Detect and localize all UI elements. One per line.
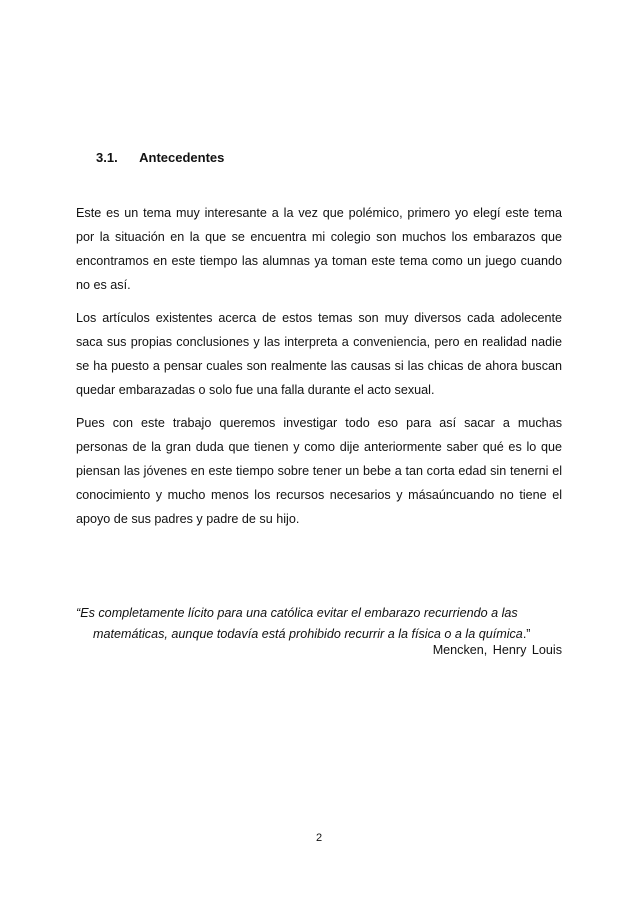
- paragraph-1: Este es un tema muy interesante a la vez que polémico, primero yo elegí este tema por la situación en la que se encuentra mi colegio son muchos los embarazos que encontramos en este tiempo las alumnas ya toman este tema como un juego cuando no es así.: [76, 206, 562, 292]
- paragraph-3: Pues con este trabajo queremos investigar todo eso para así sacar a muchas personas de la gran duda que tienen y como dije anteriormente saber qué es lo que piensan las jóvenes en este tiempo sobre tener un bebe a tan corta edad sin tenerni el conocimiento y mucho menos los recursos necesarios y másaúncuando no tiene el apoyo de sus padres y padre de su hijo.: [76, 416, 562, 526]
- body-text: [76, 201, 562, 540]
- page-number: 2: [315, 832, 323, 844]
- quote-line-1: “Es completamente lícito para una católica evitar el embarazo recurriendo a las: [76, 606, 518, 620]
- quote-line-2: matemáticas, aunque todavía está prohibido recurrir a la física o a la química: [93, 627, 523, 641]
- section-title: Antecedentes: [139, 150, 225, 165]
- quote-closing: .”: [522, 627, 531, 641]
- quote-author: Mencken, Henry Louis: [432, 643, 562, 657]
- epigraph-quote: [76, 603, 562, 645]
- paragraph-2: Los artículos existentes acerca de estos temas son muy diversos cada adolecente saca sus propias conclusiones y las interpreta a conveniencia, pero en realidad nadie se ha puesto a pensar cuales son realmente las causas si las chicas de ahora buscan quedar embarazadas o solo fue una falla durante el acto sexual.: [76, 311, 562, 397]
- section-number: 3.1.: [96, 150, 118, 165]
- quote-line-2-wrap: [76, 624, 562, 645]
- section-heading: [96, 150, 224, 165]
